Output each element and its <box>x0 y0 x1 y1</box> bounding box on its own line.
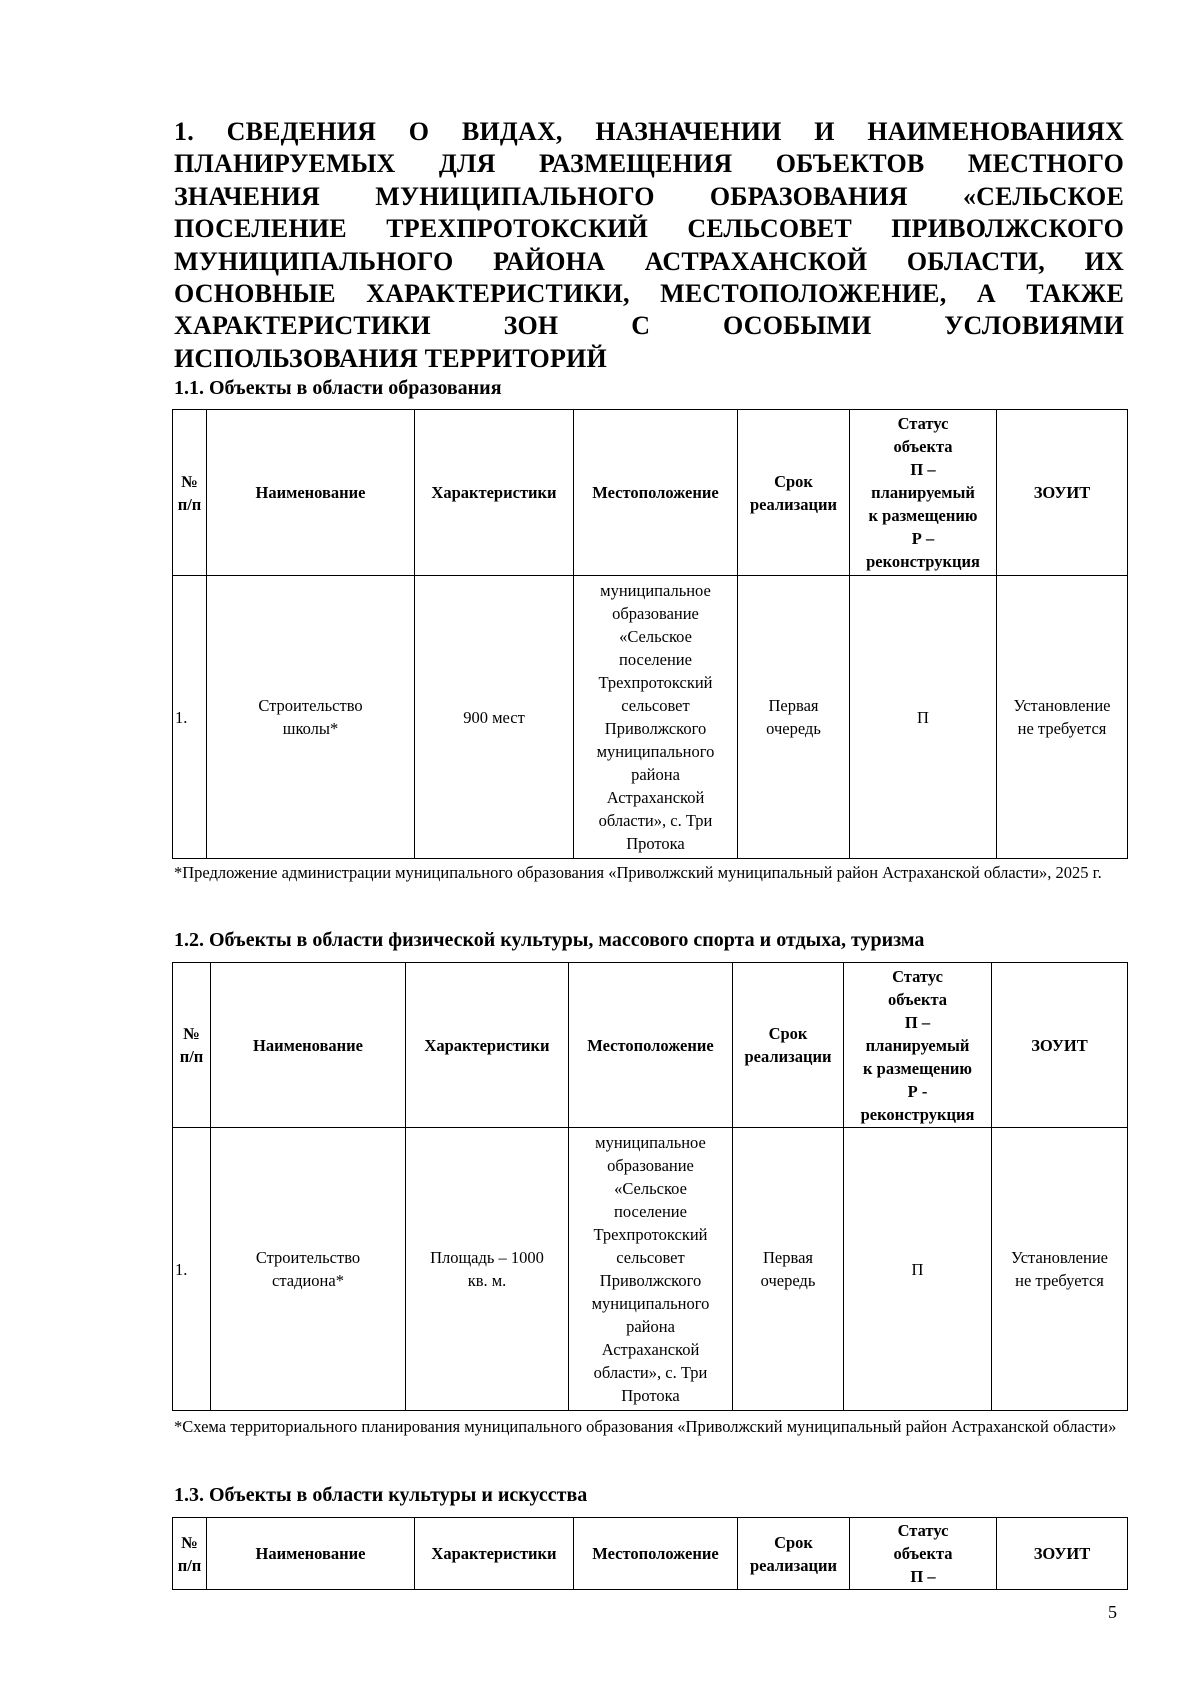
cell-location: муниципальное образование «Сельское поселение Трехпротокский сельсовет Приволжского муниципального района Астраханской области», с. Три Протока <box>569 1128 733 1411</box>
title-line: МУНИЦИПАЛЬНОГО РАЙОНА АСТРАХАНСКОЙ ОБЛАСТИ, ИХ <box>174 246 1124 276</box>
page-number: 5 <box>1108 1602 1117 1622</box>
header-location: Местоположение <box>574 410 738 576</box>
education-objects-table <box>172 409 1128 859</box>
cell-zouit: Установление не требуется <box>992 1128 1128 1411</box>
header-location: Местоположение <box>569 963 733 1128</box>
sport-objects-table <box>172 962 1128 1411</box>
table-header-row <box>173 1518 1128 1590</box>
culture-objects-table <box>172 1517 1128 1590</box>
cell-characteristics: 900 мест <box>415 576 574 859</box>
title-line: ИСПОЛЬЗОВАНИЯ ТЕРРИТОРИЙ <box>174 343 607 373</box>
header-characteristics: Характеристики <box>406 963 569 1128</box>
header-status: Статус объекта П – планируемый к размещению Р – реконструкция <box>850 410 997 576</box>
cell-status: П <box>844 1128 992 1411</box>
header-term: Срок реализации <box>738 1518 850 1590</box>
cell-zouit: Установление не требуется <box>997 576 1128 859</box>
title-line: ПЛАНИРУЕМЫХ ДЛЯ РАЗМЕЩЕНИЯ ОБЪЕКТОВ МЕСТНОГО <box>174 149 1124 179</box>
title-line: ОСНОВНЫЕ ХАРАКТЕРИСТИКИ, МЕСТОПОЛОЖЕНИЕ, А ТАКЖЕ <box>174 279 1124 309</box>
table-row <box>173 576 1128 859</box>
cell-num: 1. <box>173 576 207 859</box>
footnote-sport: *Схема территориального планирования муниципального образования «Приволжский муниципальный район Астраханской области» <box>174 1417 1117 1436</box>
cell-characteristics: Площадь – 1000 кв. м. <box>406 1128 569 1411</box>
cell-term: Первая очередь <box>733 1128 844 1411</box>
title-line: ЗНАЧЕНИЯ МУНИЦИПАЛЬНОГО ОБРАЗОВАНИЯ «СЕЛЬСКОЕ <box>174 181 1124 211</box>
title-line: ПОСЕЛЕНИЕ ТРЕХПРОТОКСКИЙ СЕЛЬСОВЕТ ПРИВОЛЖСКОГО <box>174 214 1124 244</box>
header-location: Местоположение <box>574 1518 738 1590</box>
cell-term: Первая очередь <box>738 576 850 859</box>
header-name: Наименование <box>207 410 415 576</box>
header-term: Срок реализации <box>738 410 850 576</box>
table-row <box>173 1128 1128 1411</box>
cell-location: муниципальное образование «Сельское поселение Трехпротокский сельсовет Приволжского муниципального района Астраханской области», с. Три Протока <box>574 576 738 859</box>
footnote-education: *Предложение администрации муниципального образования «Приволжский муниципальный район Астраханской области», 2025 г. <box>174 863 1102 882</box>
header-name: Наименование <box>211 963 406 1128</box>
header-num: № п/п <box>173 963 211 1128</box>
header-term: Срок реализации <box>733 963 844 1128</box>
header-zouit: ЗОУИТ <box>997 1518 1128 1590</box>
cell-num: 1. <box>173 1128 211 1411</box>
section-heading-sport: 1.2. Объекты в области физической культуры, массового спорта и отдыха, туризма <box>174 929 925 951</box>
cell-name: Строительство школы* <box>207 576 415 859</box>
header-characteristics: Характеристики <box>415 1518 574 1590</box>
title-line: ХАРАКТЕРИСТИКИ ЗОН С ОСОБЫМИ УСЛОВИЯМИ <box>174 311 1124 341</box>
header-status: Статус объекта П – планируемый к размещению Р - реконструкция <box>844 963 992 1128</box>
cell-name: Строительство стадиона* <box>211 1128 406 1411</box>
header-status: Статус объекта П – <box>850 1518 997 1590</box>
header-num: № п/п <box>173 1518 207 1590</box>
header-zouit: ЗОУИТ <box>997 410 1128 576</box>
table-header-row <box>173 410 1128 576</box>
header-zouit: ЗОУИТ <box>992 963 1128 1128</box>
title-line: 1. СВЕДЕНИЯ О ВИДАХ, НАЗНАЧЕНИИ И НАИМЕНОВАНИЯХ <box>174 117 1124 146</box>
section-heading-culture: 1.3. Объекты в области культуры и искусства <box>174 1484 588 1506</box>
cell-status: П <box>850 576 997 859</box>
section-heading-education: 1.1. Объекты в области образования <box>174 377 502 399</box>
header-num: № п/п <box>173 410 207 576</box>
header-name: Наименование <box>207 1518 415 1590</box>
header-characteristics: Характеристики <box>415 410 574 576</box>
document-title <box>174 116 1124 375</box>
table-header-row <box>173 963 1128 1128</box>
